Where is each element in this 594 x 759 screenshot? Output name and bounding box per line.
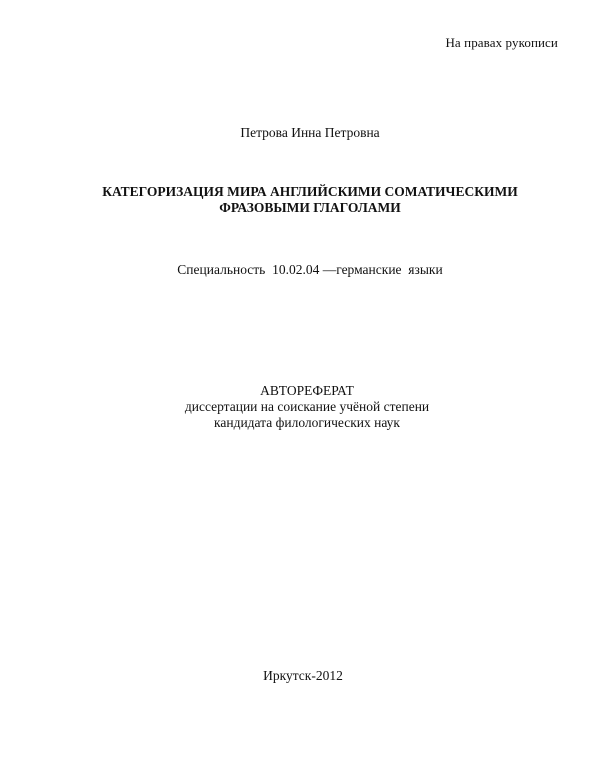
abstract-heading: АВТОРЕФЕРАТ <box>260 383 354 398</box>
title-line-2: ФРАЗОВЫМИ ГЛАГОЛАМИ <box>219 200 401 215</box>
manuscript-note: На правах рукописи <box>445 35 558 50</box>
abstract-line-1: диссертации на соискание учёной степени <box>184 399 430 414</box>
abstract-block <box>0 383 594 431</box>
title-line-1: КАТЕГОРИЗАЦИЯ МИРА АНГЛИЙСКИМИ СОМАТИЧЕСКИМИ <box>102 184 518 199</box>
dissertation-title <box>0 184 594 216</box>
author-name: Петрова Инна Петровна <box>240 125 380 140</box>
city-year: Иркутск-2012 <box>263 668 343 683</box>
abstract-line-2: кандидата филологических наук <box>214 415 400 430</box>
specialty-line: Специальность 10.02.04 —германские языки <box>177 262 443 277</box>
